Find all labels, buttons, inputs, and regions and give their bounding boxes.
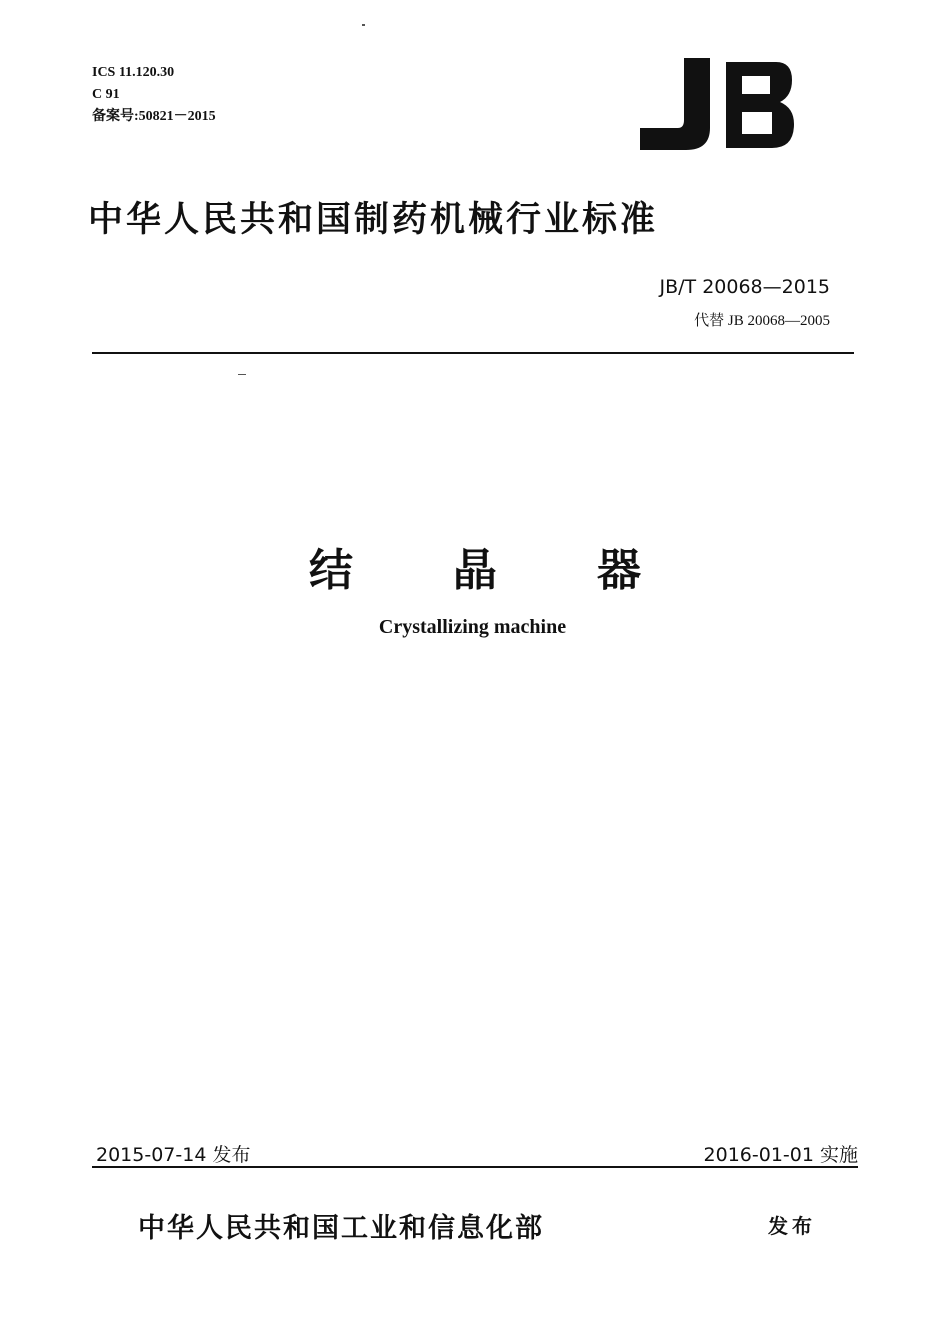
ccs-code: C 91 — [92, 87, 120, 102]
publisher-name: 中华人民共和国工业和信息化部 — [138, 1213, 544, 1244]
record-number: 备案号:50821－2015 — [92, 109, 216, 124]
publish-label: 发布 — [768, 1214, 816, 1238]
document-title: 结晶器 — [309, 545, 741, 596]
ics-code: ICS 11.120.30 — [92, 65, 175, 80]
issue-date: 2015-07-14 发布 — [96, 1144, 251, 1166]
document-title-english: Crystallizing machine — [378, 616, 567, 638]
jb-logo — [636, 58, 796, 154]
scan-mark — [238, 374, 246, 375]
replaces-standard: 代替 JB 20068—2005 — [694, 313, 830, 329]
standard-number: JB/T 20068—2015 — [659, 276, 830, 298]
footer-divider — [92, 1166, 858, 1168]
industry-standard-title: 中华人民共和国制药机械行业标准 — [88, 200, 659, 240]
scan-speck — [362, 24, 365, 26]
classification-block — [92, 62, 216, 128]
header-divider — [92, 352, 854, 354]
implementation-date: 2016-01-01 实施 — [703, 1144, 858, 1166]
